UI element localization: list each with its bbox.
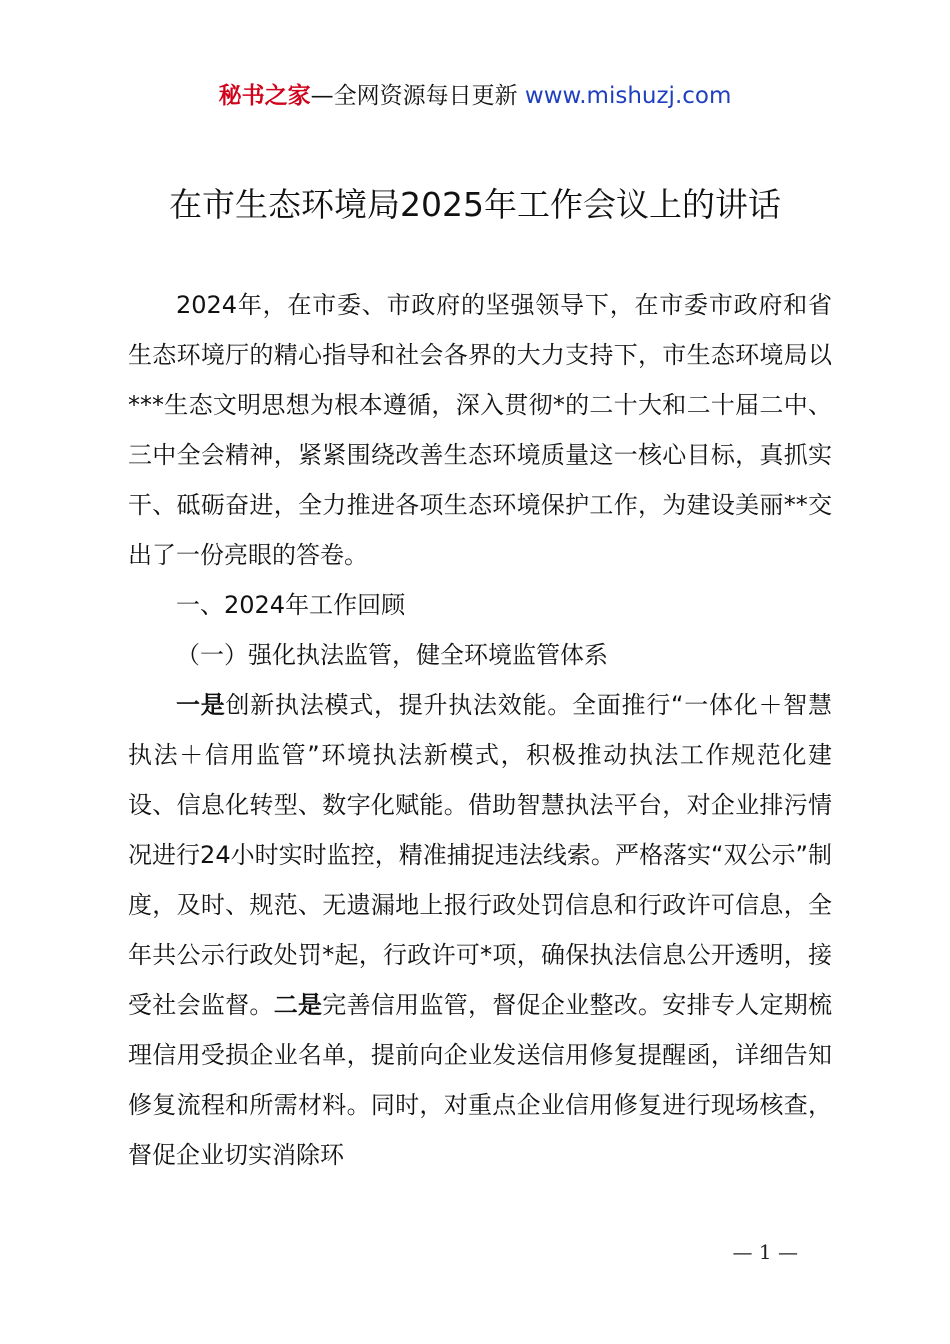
site-url-link[interactable]: www.mishuzj.com [524, 83, 732, 109]
brand-name: 秘书之家 [218, 83, 311, 109]
point-one-text: 创新执法模式，提升执法效能。全面推行“一体化＋智慧执法＋信用监管”环境执法新模式，积极推动执法工作规范化建设、信息化转型、数字化赋能。借助智慧执法平台，对企业排污情况进行24小时实时监控，精准捕捉违法线索。严格落实“双公示”制度，及时、规范、无遗漏地上报行政处罚信息和行政许可信息，全年共公示行政处罚*起，行政许可*项，确保执法信息公开透明，接受社会监督。 [128, 691, 833, 1019]
section-heading: 一、2024年工作回顾 [176, 591, 406, 619]
document-body [128, 280, 832, 1180]
intro-paragraph: 2024年，在市委、市政府的坚强领导下，在市委市政府和省生态环境厅的精心指导和社会各界的大力支持下，市生态环境局以***生态文明思想为根本遵循，深入贯彻*的二十大和二十届二中、三中全会精神，紧紧围绕改善生态环境质量这一核心目标，真抓实干、砥砺奋进，全力推进各项生态环境保护工作，为建设美丽**交出了一份亮眼的答卷。 [128, 291, 832, 569]
page-number [0, 1238, 950, 1266]
site-banner [0, 80, 950, 112]
banner-tagline: —全网资源每日更新 [310, 83, 525, 109]
point-one-lead: 一是 [176, 691, 226, 719]
point-two-text: 完善信用监管，督促企业整改。安排专人定期梳理信用受损企业名单，提前向企业发送信用修复提醒函，详细告知修复流程和所需材料。同时，对重点企业信用修复进行现场核查，督促企业切实消除环 [128, 991, 833, 1169]
subsection-heading: （一）强化执法监管，健全环境监管体系 [176, 641, 608, 669]
document-title: 在市生态环境局2025年工作会议上的讲话 [169, 185, 781, 224]
point-two-lead: 二是 [273, 991, 323, 1019]
point-paragraph [128, 680, 832, 1180]
page-number-text: — 1 — [732, 1240, 798, 1264]
